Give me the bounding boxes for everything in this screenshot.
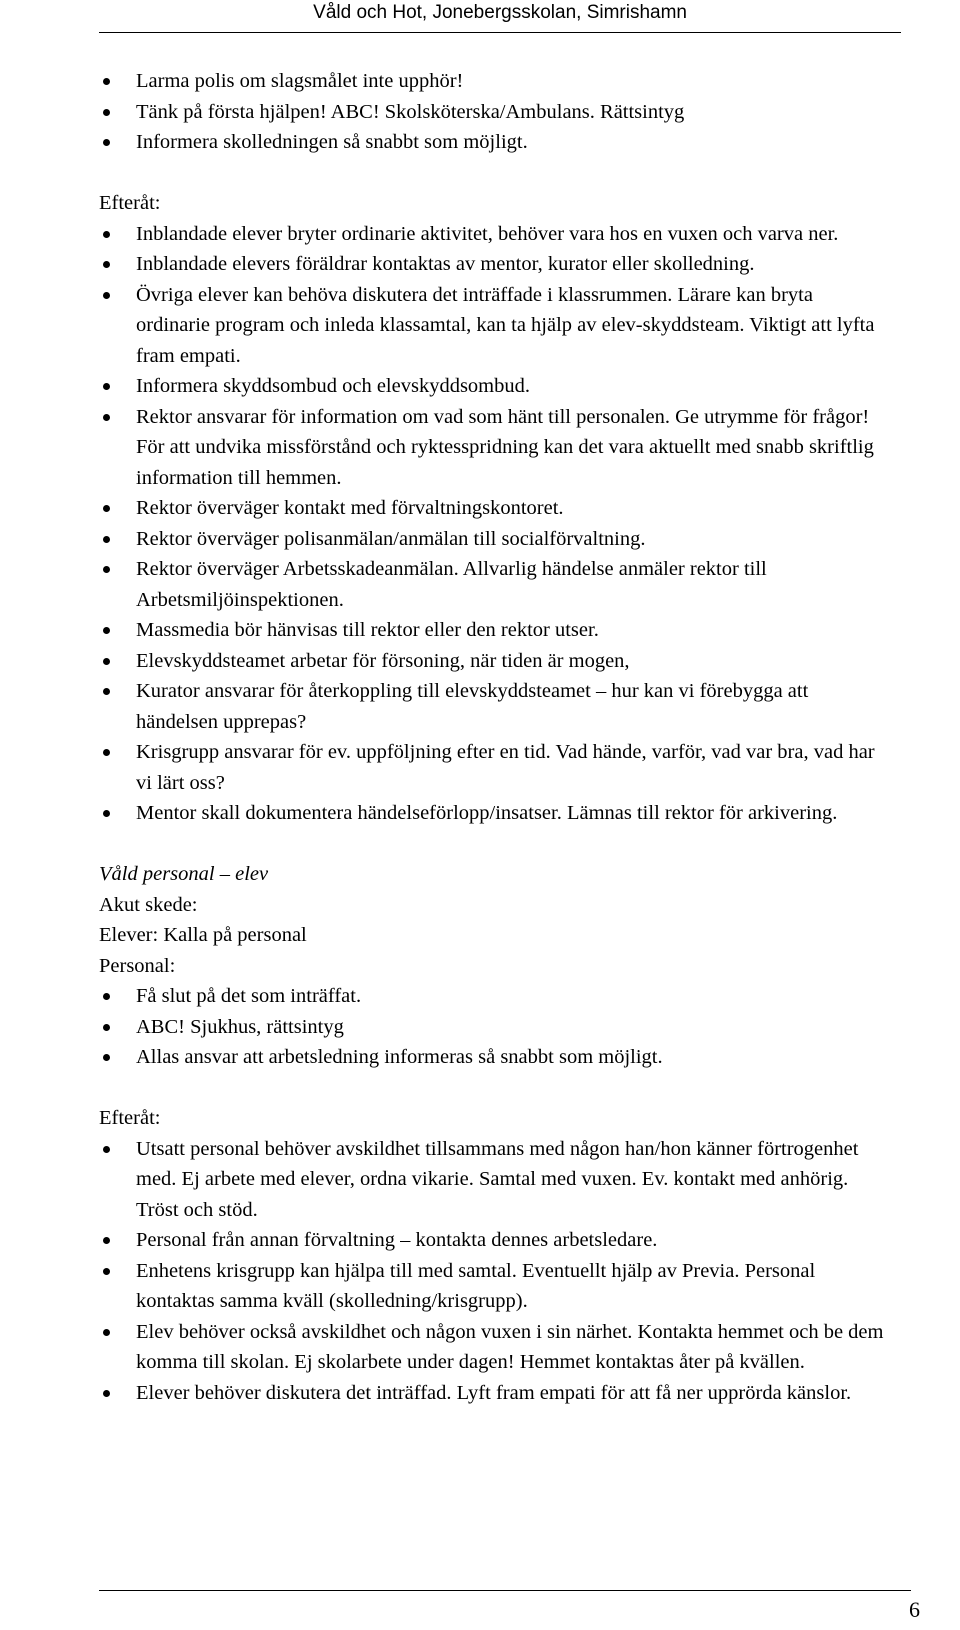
list-item: Elever behöver diskutera det inträffad. Lyft fram empati för att få ner upprörda känslor.	[99, 1378, 889, 1409]
staff-after-actions-list	[99, 1134, 889, 1409]
list-item: Enhetens krisgrupp kan hjälpa till med samtal. Eventuellt hjälp av Previa. Personal kontaktas samma kväll (skolledning/krisgrupp).	[99, 1256, 889, 1317]
bullet-icon	[103, 1054, 110, 1061]
bullet-icon	[103, 810, 110, 817]
bullet-icon	[103, 1237, 110, 1244]
section-heading: Efteråt:	[99, 192, 161, 214]
bullet-icon	[103, 566, 110, 573]
bullet-icon	[103, 658, 110, 665]
students-instruction: Elever: Kalla på personal	[99, 924, 307, 946]
list-item: Tänk på första hjälpen! ABC! Skolsköterska/Ambulans. Rättsintyg	[99, 97, 889, 128]
bullet-icon	[103, 261, 110, 268]
list-item: Elev behöver också avskildhet och någon vuxen i sin närhet. Kontakta hemmet och be dem komma till skolan. Ej skolarbete under dagen! Hemmet kontaktas åter på kvällen.	[99, 1317, 889, 1378]
list-item: Krisgrupp ansvarar för ev. uppföljning efter en tid. Vad hände, varför, vad var bra, vad har vi lärt oss?	[99, 737, 889, 798]
list-item: Massmedia bör hänvisas till rektor eller den rektor utser.	[99, 615, 889, 646]
list-item: Rektor ansvarar för information om vad som hänt till personalen. Ge utrymme för frågor! För att undvika missförstånd och ryktesspridning kan det vara aktuellt med snabb skriftlig information till hemmen.	[99, 402, 889, 494]
list-item: Elevskyddsteamet arbetar för försoning, när tiden är mogen,	[99, 646, 889, 677]
section-title: Våld personal – elev	[99, 863, 269, 885]
bullet-icon	[103, 292, 110, 299]
list-item: Rektor överväger Arbetsskadeanmälan. Allvarlig händelse anmäler rektor till Arbetsmiljöinspektionen.	[99, 554, 889, 615]
list-item: Informera skolledningen så snabbt som möjligt.	[99, 127, 889, 158]
staff-heading: Personal:	[99, 954, 176, 977]
bullet-icon	[103, 749, 110, 756]
list-item: Få slut på det som inträffat.	[99, 981, 889, 1012]
list-item: Kurator ansvarar för återkoppling till elevskyddsteamet – hur kan vi förebygga att händelsen upprepas?	[99, 676, 889, 737]
bullet-icon	[103, 688, 110, 695]
header-title: Våld och Hot, Jonebergsskolan, Simrishamn	[313, 2, 687, 23]
initial-actions-list	[99, 66, 889, 158]
list-item: Larma polis om slagsmålet inte upphör!	[99, 66, 889, 97]
bullet-icon	[103, 231, 110, 238]
bullet-icon	[103, 1146, 110, 1153]
bullet-icon	[103, 627, 110, 634]
list-item: Rektor överväger kontakt med förvaltningskontoret.	[99, 493, 889, 524]
list-item: Informera skyddsombud och elevskyddsombud.	[99, 371, 889, 402]
header-rule	[99, 32, 901, 33]
page-header	[0, 0, 960, 30]
bullet-icon	[103, 414, 110, 421]
list-item: ABC! Sjukhus, rättsintyg	[99, 1012, 889, 1043]
bullet-icon	[103, 383, 110, 390]
list-item: Mentor skall dokumentera händelseförlopp/insatser. Lämnas till rektor för arkivering.	[99, 798, 889, 829]
section-heading: Efteråt:	[99, 1107, 161, 1129]
bullet-icon	[103, 1268, 110, 1275]
bullet-icon	[103, 1390, 110, 1397]
document-body	[99, 66, 889, 1408]
list-item: Inblandade elever bryter ordinarie aktivitet, behöver vara hos en vuxen och varva ner.	[99, 219, 889, 250]
bullet-icon	[103, 109, 110, 116]
staff-actions-list	[99, 981, 889, 1073]
after-actions-list	[99, 219, 889, 829]
bullet-icon	[103, 1024, 110, 1031]
bullet-icon	[103, 78, 110, 85]
acute-label: Akut skede:	[99, 893, 198, 916]
list-item: Övriga elever kan behöva diskutera det inträffade i klassrummen. Lärare kan bryta ordinarie program och inleda klassamtal, kan ta hjälp av elev-skyddsteam. Viktigt att lyfta fram empati.	[99, 280, 889, 372]
bullet-icon	[103, 139, 110, 146]
list-item: Rektor överväger polisanmälan/anmälan till socialförvaltning.	[99, 524, 889, 555]
bullet-icon	[103, 993, 110, 1000]
page-number: 6	[909, 1597, 920, 1622]
bullet-icon	[103, 536, 110, 543]
list-item: Personal från annan förvaltning – kontakta dennes arbetsledare.	[99, 1225, 889, 1256]
list-item: Utsatt personal behöver avskildhet tillsammans med någon han/hon känner förtrogenhet med. Ej arbete med elever, ordna vikarie. Samtal med vuxen. Ev. kontakt med anhörig. Tröst och stöd.	[99, 1134, 889, 1226]
footer-rule	[99, 1590, 911, 1591]
bullet-icon	[103, 505, 110, 512]
list-item: Inblandade elevers föräldrar kontaktas av mentor, kurator eller skolledning.	[99, 249, 889, 280]
list-item: Allas ansvar att arbetsledning informeras så snabbt som möjligt.	[99, 1042, 889, 1073]
bullet-icon	[103, 1329, 110, 1336]
